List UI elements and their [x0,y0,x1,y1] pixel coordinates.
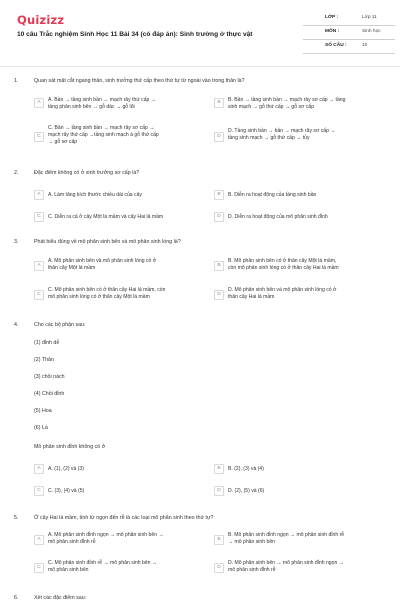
meta-label: MÔN : [325,29,340,34]
meta-value: 10 [362,43,368,48]
option-text: A. Mô phân sinh bên và mô phân sinh lóng có ở thân cây Một lá mầm [48,258,157,271]
question-number: 1. [14,78,19,84]
option-text: A. Bần → tầng sinh bần → mạch rây thứ cấp → tầng phân sinh bên → gỗ dác → gỗ lõi [48,97,156,110]
question-text: Đặc điểm không có ở sinh trưởng sơ cấp là? [34,170,140,176]
meta-value: Sinh học [362,29,381,34]
list-item: (1) đỉnh dễ [34,340,60,346]
option-letter-badge: B [214,535,224,545]
option-text: B. Mô phân sinh bên có ở thân cây Một lá mầm, còn mô phân sinh lóng có ở thân cây Hai lá mầm [228,258,339,271]
option-text: C. Bần → tầng sinh bần → mạch rây sơ cấp → mạch rây thứ cấp →tầng sinh mạch à gỗ thứ cấp → gỗ sơ cấp [48,125,159,145]
meta-row-subject [303,27,395,40]
option-text: B. Mô phân sinh đỉnh ngọn → mô phân sinh đỉnh rễ → mô phân sinh bên [228,532,345,545]
option-letter-badge: C [34,212,44,222]
option-text: A. Làm tăng kích thước chiều dài của cây [48,192,142,198]
question-number: 5. [14,515,19,521]
option-text: C. Mô phân sinh bên có ở thân cây Hai lá mầm, còn mô phân sinh lóng có ở thân cây Một lá mầm [48,287,166,300]
question-number: 3. [14,239,19,245]
option-letter-badge: A [34,98,44,108]
list-item: (4) Chồi đỉnh [34,391,65,397]
list-item: (5) Hoa [34,408,52,414]
header-divider [0,66,400,67]
option-letter-badge: B [214,261,224,271]
question-text: Quan sát mặt cắt ngang thân, sinh trưởng thứ cấp theo thứ tự từ ngoài vào trong thân là? [34,78,245,84]
option-letter-badge: A [34,261,44,271]
option-letter-badge: B [214,190,224,200]
option-letter-badge: C [34,290,44,300]
list-item: (6) Lá [34,425,48,431]
option-letter-badge: A [34,190,44,200]
meta-label: LỚP : [325,15,339,20]
option-text: D. (2), (5) và (6) [228,488,265,494]
option-letter-badge: A [34,464,44,474]
option-text: B. Diễn ra hoạt động của tầng sinh bần [228,192,317,198]
question-number: 2. [14,170,19,176]
option-text: D. Mô phân sinh bên và mô phân sinh lóng có ở thân cây Hai lá mầm [228,287,337,300]
option-text: A. Mô phân sinh đỉnh ngọn → mô phân sinh bên → mô phân sinh đỉnh rễ [48,532,164,545]
meta-label: SỐ CÂU : [325,43,347,48]
option-letter-badge: C [34,132,44,142]
option-text: D. Tầng sinh bần → bần → mạch rây sơ cấp → tầng sinh mạch → gỗ thứ cấp → tủy [228,128,336,141]
option-letter-badge: D [214,486,224,496]
option-text: C. (3), (4) và (5) [48,488,85,494]
option-letter-badge: C [34,486,44,496]
question-text: Xét các đặc điểm sau: [34,595,87,600]
list-item: (2) Thân [34,357,54,363]
question-text: Ở cây Hai lá mầm, tính từ ngọn đến rễ là các loại mô phân sinh theo thứ tự? [34,515,214,521]
question-stem: Mô phân sinh đỉnh không có ở [34,444,106,450]
meta-value: Lớp 11 [362,15,377,20]
option-letter-badge: B [214,464,224,474]
option-letter-badge: A [34,535,44,545]
option-letter-badge: C [34,563,44,573]
question-number: 4. [14,322,19,328]
document-title: 10 câu Trắc nghiệm Sinh Học 11 Bài 34 (có đáp án): Sinh trưởng ở thực vật [17,31,253,38]
option-text: A. (1), (2) và (3) [48,466,84,472]
list-item: (3) chồi nách [34,374,65,380]
option-letter-badge: D [214,212,224,222]
question-text: Cho các bộ phận sau: [34,322,86,328]
option-text: D. Mô phân sinh bên → mô phân sinh đỉnh ngọn → mô phân sinh đỉnh rễ [228,560,344,573]
quizizz-logo[interactable]: Quizizz [17,13,65,27]
question-text: Phát biểu đúng về mô phân sinh bên và mô phân sinh lóng là? [34,239,181,245]
question-number: 6. [14,595,19,600]
option-text: D. Diễn ra hoạt động của mô phân sinh đỉnh [228,214,328,220]
option-letter-badge: D [214,132,224,142]
meta-box [303,13,395,55]
option-text: B. (2), (3) và (4) [228,466,264,472]
option-letter-badge: D [214,290,224,300]
option-letter-badge: D [214,563,224,573]
meta-row-count [303,41,395,54]
option-text: B. Bần → tầng sinh bần → mạch rây sơ cấp → tầng sinh mạch → gỗ thứ cấp → gỗ sơ cấp [228,97,346,110]
option-letter-badge: B [214,98,224,108]
meta-row-class [303,13,395,26]
option-text: C. Diễn ra cả ở cây Một lá mầm và cây Hai lá mầm [48,214,164,220]
option-text: C. Mô phân sinh đỉnh rễ → mô phân sinh bên → mô phân sinh bên [48,560,158,573]
